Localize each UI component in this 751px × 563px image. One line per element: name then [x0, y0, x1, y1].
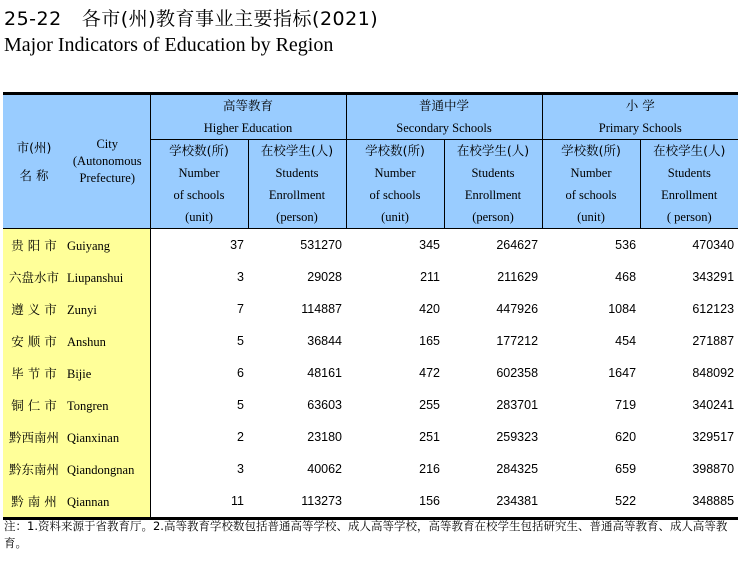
secondary-schools-value: 165: [419, 334, 441, 348]
primary-schools-value: 536: [615, 238, 637, 252]
subheader-unit: (person): [276, 210, 318, 224]
group-header-primary-schools: [542, 94, 738, 140]
subheader-unit: (unit): [185, 210, 213, 224]
subheader-en1: Number: [178, 166, 220, 180]
secondary-students-value: 234381: [444, 485, 542, 519]
higher-students-value: 113273: [248, 485, 346, 519]
region-name-cn: 黔 南 州: [11, 494, 57, 509]
primary-schools-value: 468: [615, 270, 637, 284]
subheader-en2: of schools: [173, 188, 225, 202]
secondary-schools-value: 345: [419, 238, 441, 252]
subheader-en2: Enrollment: [464, 188, 522, 202]
region-name-cn: 遵 义 市: [11, 302, 57, 317]
subheader-en2: of schools: [369, 188, 421, 202]
region-cell: [3, 261, 150, 293]
region-name-en: Bijie: [67, 367, 92, 381]
region-header-en-3: Prefecture): [79, 171, 136, 185]
table-row: [3, 325, 738, 357]
region-header-en-1: City: [96, 137, 119, 151]
primary-schools-value: 1084: [608, 302, 637, 316]
secondary-schools-value: 420: [419, 302, 441, 316]
table-row: [3, 389, 738, 421]
secondary-students-value: 259323: [496, 430, 539, 444]
secondary-schools-value: 211: [420, 270, 441, 284]
secondary-schools-value: 251: [419, 430, 441, 444]
region-cell: [3, 485, 150, 519]
primary-schools-value: 454: [615, 334, 637, 348]
region-name-en: Qianxinan: [67, 431, 120, 445]
higher-students-value: 36844: [307, 334, 343, 348]
higher-schools-value: 2: [237, 430, 244, 444]
subheader-cn: 在校学生(人): [653, 143, 726, 158]
primary-students-value: 848092: [692, 366, 735, 380]
region-cell: [3, 357, 150, 389]
region-cell: [3, 293, 150, 325]
region-name-cn: 铜 仁 市: [11, 398, 57, 413]
subheader-en2: of schools: [565, 188, 617, 202]
higher-schools-value: 5: [237, 398, 244, 412]
group-cn: 普通中学: [419, 98, 470, 113]
group-header-higher-education: [150, 94, 346, 140]
region-header-cn-1: 市(州): [16, 139, 52, 155]
table-row: [3, 453, 738, 485]
region-name-cn: 贵 阳 市: [11, 238, 57, 253]
region-name-cn: 黔西南州: [8, 430, 59, 445]
region-cell: [3, 421, 150, 453]
higher-schools-value: 11: [150, 485, 248, 519]
group-cn: 小 学: [625, 98, 655, 113]
secondary-students-value: 447926: [496, 302, 539, 316]
education-indicators-table: [3, 92, 738, 520]
group-en: Higher Education: [203, 121, 293, 135]
region-name-en: Zunyi: [67, 303, 97, 317]
region-name-en: Qiannan: [67, 495, 110, 509]
group-en: Secondary Schools: [396, 121, 492, 135]
region-header: [3, 94, 150, 229]
table-row: [3, 357, 738, 389]
primary-students-value: 340241: [692, 398, 735, 412]
footnote: 注：1.资料来源于省教育厅。2.高等教育学校数包括普通高等学校、成人高等学校，高等教育在校学生包括研究生、普通高等教育、成人高等教育。: [4, 519, 728, 550]
page-title-chinese: [4, 4, 378, 31]
subheader-cn: 学校数(所): [561, 143, 621, 158]
secondary-students-value: 283701: [496, 398, 539, 412]
secondary-students-value: 284325: [496, 462, 539, 476]
region-name-cn: 六盘水市: [8, 270, 59, 285]
region-cell: [3, 325, 150, 357]
region-name-en: Qiandongnan: [67, 463, 135, 477]
higher-students-value: 48161: [307, 366, 343, 380]
subheader-unit: (unit): [381, 210, 409, 224]
secondary-schools-value: 216: [419, 462, 441, 476]
table-number: 25-22: [4, 8, 62, 30]
table-row: [3, 421, 738, 453]
table-row: [3, 261, 738, 293]
region-header-en-2: (Autonomous: [72, 154, 142, 168]
subheader-unit: (person): [472, 210, 514, 224]
primary-students-value: 329517: [692, 430, 735, 444]
region-name-en: Anshun: [67, 335, 106, 349]
secondary-schools-value: 156: [346, 485, 444, 519]
higher-schools-value: 6: [237, 366, 244, 380]
higher-schools-value: 37: [230, 238, 244, 252]
group-header-secondary-schools: [346, 94, 542, 140]
subheader-en1: Students: [667, 166, 711, 180]
region-cell: [3, 453, 150, 485]
primary-students-value: 612123: [692, 302, 735, 316]
subheader-en1: Number: [570, 166, 612, 180]
subheader-cn: 学校数(所): [169, 143, 229, 158]
secondary-students-value: 211629: [497, 270, 539, 284]
primary-students-value: 271887: [692, 334, 735, 348]
primary-schools-value: 719: [615, 398, 637, 412]
group-cn: 高等教育: [223, 98, 274, 113]
table-row: [3, 485, 738, 519]
higher-schools-value: 3: [237, 270, 244, 284]
secondary-students-value: 602358: [496, 366, 539, 380]
region-name-cn: 黔东南州: [8, 462, 59, 477]
table-row: [3, 229, 738, 262]
higher-students-value: 63603: [307, 398, 343, 412]
subheader-en1: Students: [275, 166, 319, 180]
region-name-en: Guiyang: [67, 239, 111, 253]
region-header-cn-2: 名 称: [19, 167, 49, 183]
subheader-en1: Number: [374, 166, 416, 180]
primary-students-value: 398870: [692, 462, 735, 476]
higher-students-value: 29028: [307, 270, 343, 284]
primary-students-value: 343291: [692, 270, 735, 284]
subheader-en2: Enrollment: [268, 188, 326, 202]
higher-students-value: 114887: [301, 302, 343, 316]
secondary-schools-value: 255: [419, 398, 441, 412]
subheader-en2: Enrollment: [661, 188, 718, 202]
group-en: Primary Schools: [598, 121, 682, 135]
title-chinese-text: 各市(州)教育事业主要指标(2021): [81, 8, 379, 30]
page-title-english: Major Indicators of Education by Region: [4, 34, 334, 56]
region-name-en: Liupanshui: [67, 271, 124, 285]
table-row: [3, 293, 738, 325]
subheader-primary-students: [640, 140, 738, 229]
higher-schools-value: 3: [237, 462, 244, 476]
higher-schools-value: 7: [237, 302, 244, 316]
subheader-higher-students: [248, 140, 346, 229]
subheader-higher-schools: [150, 140, 248, 229]
region-cell: [3, 229, 150, 262]
higher-students-value: 23180: [307, 430, 343, 444]
subheader-cn: 学校数(所): [365, 143, 425, 158]
secondary-students-value: 177212: [496, 334, 539, 348]
subheader-cn: 在校学生(人): [456, 143, 530, 158]
subheader-unit: (unit): [577, 210, 605, 224]
region-cell: [3, 389, 150, 421]
primary-schools-value: 1647: [608, 366, 637, 380]
region-name-cn: 毕 节 市: [11, 366, 57, 381]
primary-students-value: 348885: [640, 485, 738, 519]
higher-schools-value: 5: [237, 334, 244, 348]
region-name-cn: 安 顺 市: [11, 334, 57, 349]
secondary-students-value: 264627: [496, 238, 539, 252]
region-name-en: Tongren: [67, 399, 109, 413]
subheader-cn: 在校学生(人): [260, 143, 334, 158]
subheader-primary-schools: [542, 140, 640, 229]
subheader-secondary-students: [444, 140, 542, 229]
higher-students-value: 531270: [300, 238, 343, 252]
secondary-schools-value: 472: [419, 366, 441, 380]
primary-schools-value: 659: [615, 462, 637, 476]
primary-students-value: 470340: [692, 238, 735, 252]
subheader-en1: Students: [471, 166, 515, 180]
primary-schools-value: 620: [615, 430, 637, 444]
subheader-unit: ( person): [666, 210, 712, 224]
primary-schools-value: 522: [542, 485, 640, 519]
subheader-secondary-schools: [346, 140, 444, 229]
higher-students-value: 40062: [307, 462, 343, 476]
